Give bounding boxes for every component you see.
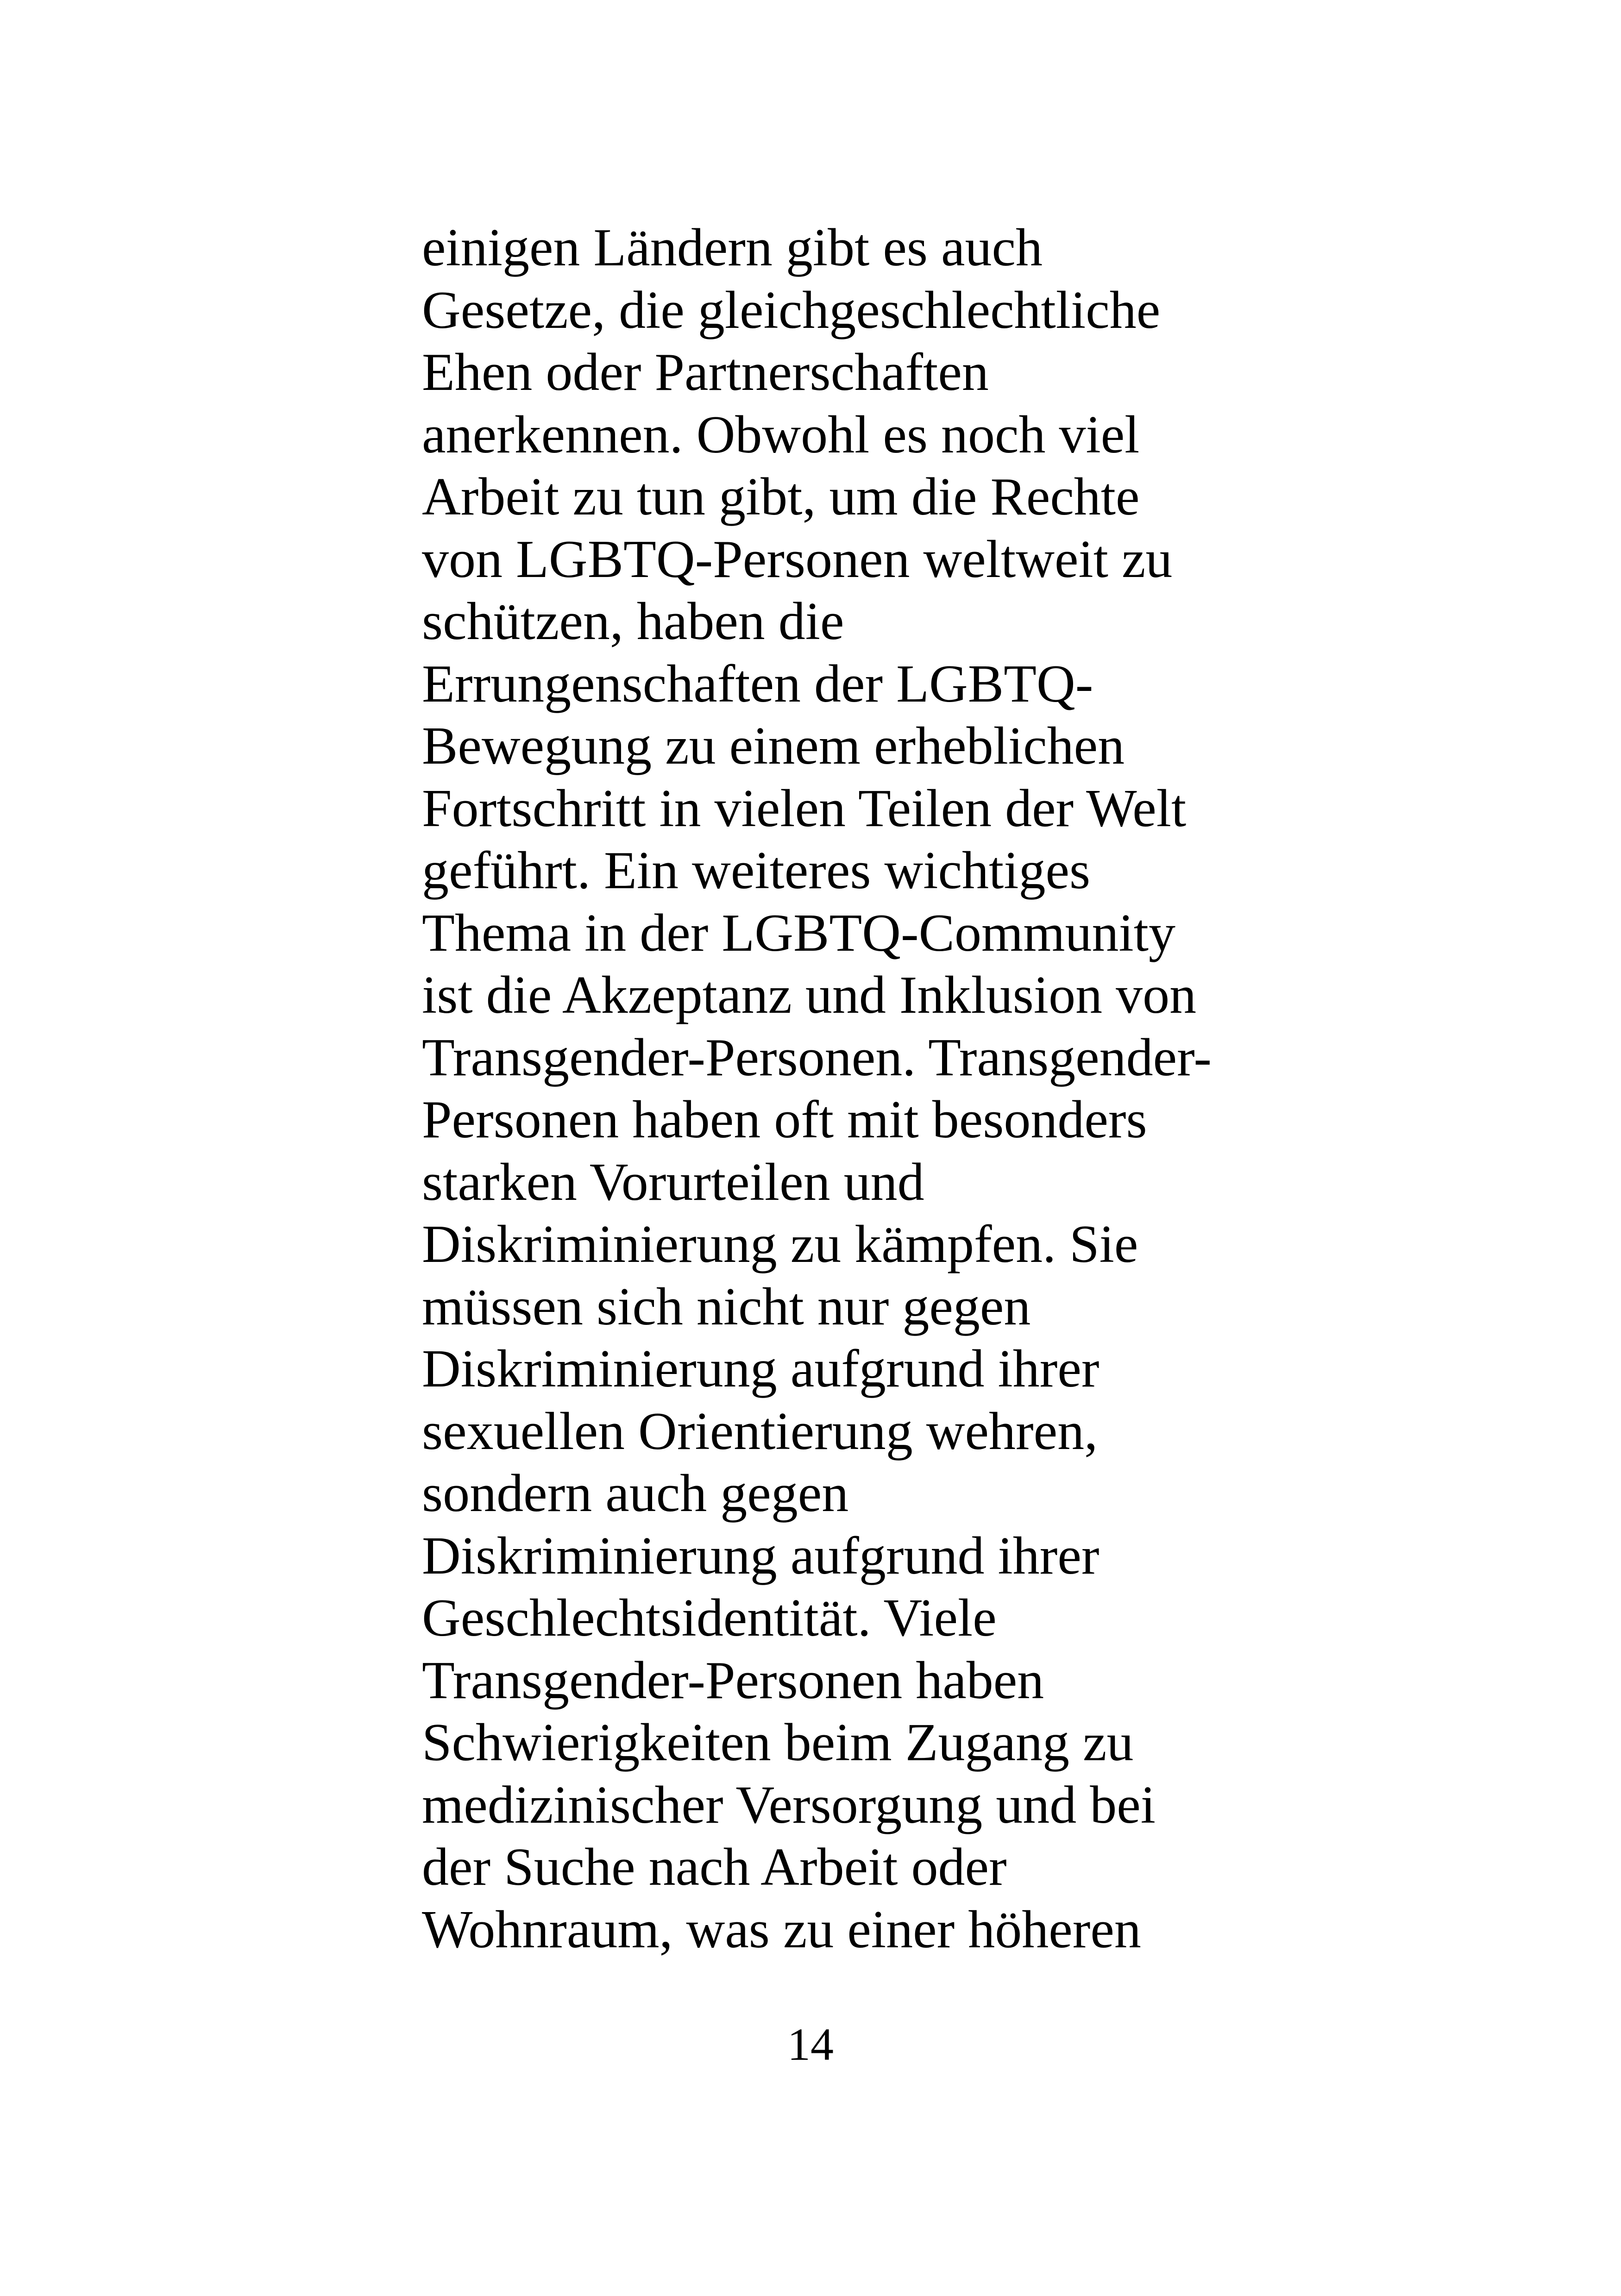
body-text (422, 217, 1348, 1961)
text-line: sondern auch gegen (422, 1464, 849, 1523)
text-line: Diskriminierung aufgrund ihrer (422, 1526, 1100, 1586)
text-line: Transgender-Personen. Transgender- (422, 1028, 1212, 1087)
text-line: der Suche nach Arbeit oder (422, 1838, 1007, 1897)
text-line: von LGBTQ-Personen weltweit zu (422, 529, 1173, 589)
text-line: medizinischer Versorgung und bei (422, 1775, 1156, 1835)
text-line: Fortschritt in vielen Teilen der Welt (422, 778, 1187, 838)
text-line: Errungenschaften der LGBTQ- (422, 654, 1093, 714)
text-line: Gesetze, die gleichgeschlechtliche (422, 280, 1161, 340)
page-number: 14 (787, 2019, 834, 2070)
text-line: Bewegung zu einem erheblichen (422, 716, 1125, 776)
text-line: ist die Akzeptanz und Inklusion von (422, 966, 1197, 1025)
text-line: Diskriminierung zu kämpfen. Sie (422, 1215, 1138, 1274)
text-line: Personen haben oft mit besonders (422, 1090, 1147, 1149)
text-line: Schwierigkeiten beim Zugang zu (422, 1713, 1134, 1772)
text-line: einigen Ländern gibt es auch (422, 218, 1043, 277)
text-line: schützen, haben die (422, 592, 844, 651)
text-line: Arbeit zu tun gibt, um die Rechte (422, 467, 1140, 527)
text-line: Wohnraum, was zu einer höheren (422, 1900, 1141, 1959)
text-line: Geschlechtsidentität. Viele (422, 1588, 997, 1648)
text-line: starken Vorurteilen und (422, 1152, 924, 1212)
text-line: müssen sich nicht nur gegen (422, 1277, 1031, 1336)
text-line: anerkennen. Obwohl es noch viel (422, 405, 1140, 464)
text-line: Diskriminierung aufgrund ihrer (422, 1339, 1100, 1399)
text-line: Transgender-Personen haben (422, 1650, 1044, 1710)
text-line: Ehen oder Partnerschaften (422, 343, 989, 402)
text-line: Thema in der LGBTQ-Community (422, 903, 1175, 963)
text-line: geführt. Ein weiteres wichtiges (422, 841, 1091, 900)
text-line: sexuellen Orientierung wehren, (422, 1401, 1098, 1461)
